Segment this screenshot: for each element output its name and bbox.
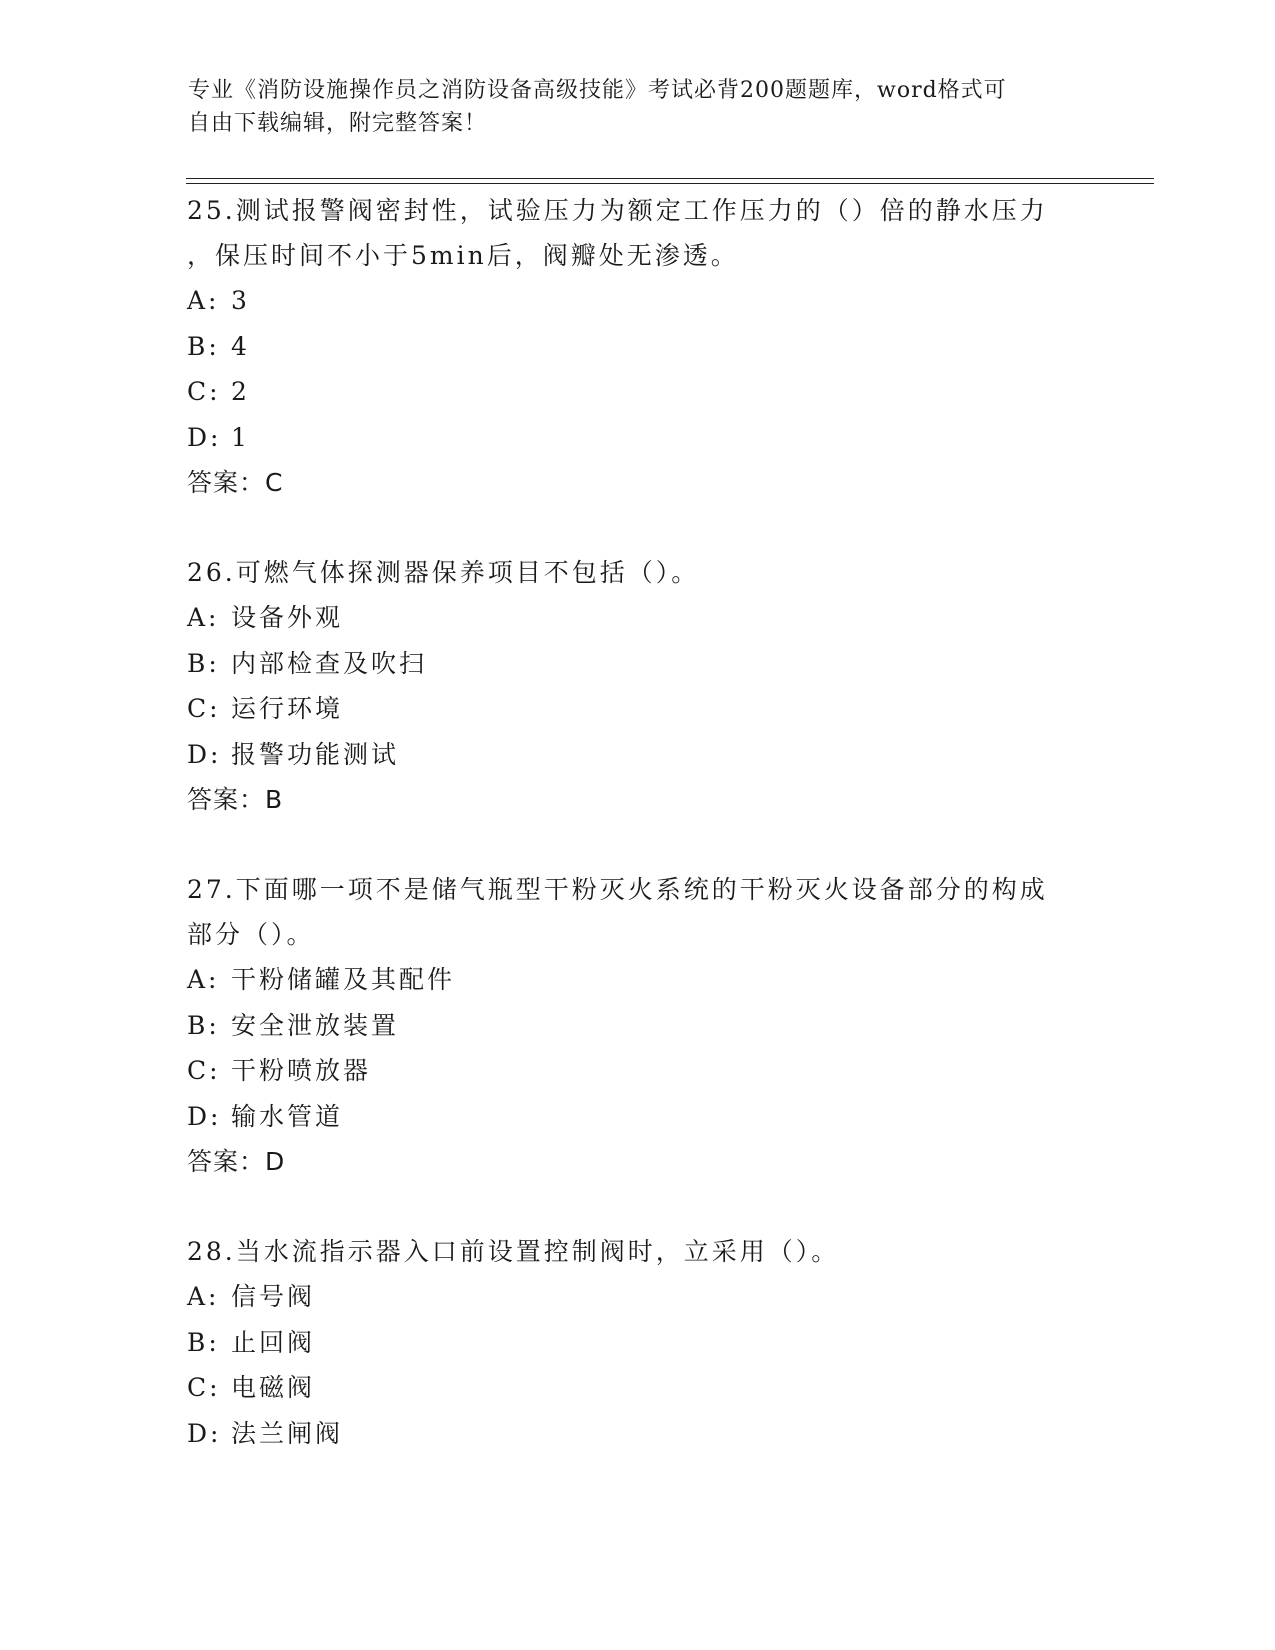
option-text: 4 — [231, 331, 250, 361]
option-b — [187, 1003, 1087, 1049]
option-letter: C: — [187, 1056, 221, 1085]
question-stem-line: 部分（）。 — [187, 920, 315, 949]
option-text: 设备外观 — [231, 603, 344, 632]
option-d — [187, 1094, 1087, 1140]
option-text: 报警功能测试 — [231, 739, 400, 769]
option-b — [187, 641, 1087, 687]
option-a — [187, 595, 1087, 641]
option-c — [187, 686, 1087, 732]
option-d — [187, 732, 1087, 778]
option-letter: C: — [187, 1373, 221, 1402]
document-header — [188, 74, 1068, 140]
option-a — [187, 278, 1087, 324]
question-26 — [187, 550, 1087, 822]
option-b — [187, 1320, 1087, 1366]
header-line-2: 自由下载编辑，附完整答案！ — [188, 111, 488, 136]
question-stem-line: 26.可燃气体探测器保养项目不包括（）。 — [187, 558, 700, 587]
question-28 — [187, 1229, 1087, 1456]
option-text: 干粉储罐及其配件 — [231, 965, 456, 994]
option-text: 安全泄放装置 — [231, 1010, 400, 1040]
option-a — [187, 957, 1087, 1003]
option-letter: C: — [187, 694, 221, 723]
option-c — [187, 1048, 1087, 1094]
question-stem-line: 27.下面哪一项不是储气瓶型干粉灭火系统的干粉灭火设备部分的构成 — [187, 875, 1048, 904]
option-letter: B: — [187, 648, 220, 678]
option-text: 止回阀 — [231, 1327, 316, 1357]
option-letter: B: — [187, 1327, 220, 1357]
option-letter: B: — [187, 1010, 220, 1040]
option-text: 法兰闸阀 — [231, 1418, 344, 1448]
answer-label: 答案：C — [187, 468, 284, 497]
answer-label: 答案：B — [187, 785, 284, 814]
option-letter: A: — [187, 965, 220, 994]
option-letter: B: — [187, 331, 220, 361]
option-d — [187, 1411, 1087, 1457]
question-27 — [187, 867, 1087, 1184]
option-letter: D: — [187, 1418, 222, 1448]
option-c — [187, 1365, 1087, 1411]
option-text: 2 — [231, 377, 250, 406]
option-letter: D: — [187, 739, 222, 769]
question-stem-line: ，保压时间不小于5min后，阀瓣处无渗透。 — [187, 241, 739, 270]
header-divider-top — [186, 178, 1154, 179]
header-divider-bottom — [186, 183, 1154, 184]
option-text: 内部检查及吹扫 — [231, 648, 428, 678]
option-letter: C: — [187, 377, 221, 406]
option-text: 干粉喷放器 — [231, 1056, 372, 1085]
option-text: 信号阀 — [231, 1282, 316, 1311]
option-text: 输水管道 — [231, 1101, 344, 1131]
option-d — [187, 415, 1087, 461]
option-text: 1 — [231, 422, 250, 452]
option-c — [187, 369, 1087, 415]
option-text: 运行环境 — [231, 694, 344, 723]
question-stem-line: 25.测试报警阀密封性，试验压力为额定工作压力的（）倍的静水压力 — [187, 196, 1048, 225]
option-letter: A: — [187, 603, 220, 632]
header-line-1: 专业《消防设施操作员之消防设备高级技能》考试必背200题题库，word格式可 — [188, 78, 1007, 103]
option-b — [187, 324, 1087, 370]
option-text: 电磁阀 — [231, 1373, 316, 1402]
option-letter: A: — [187, 1282, 220, 1311]
option-a — [187, 1274, 1087, 1320]
answer-label: 答案：D — [187, 1147, 286, 1176]
question-list — [187, 188, 1087, 1501]
question-stem-line: 28.当水流指示器入口前设置控制阀时，立采用（）。 — [187, 1237, 840, 1266]
option-letter: A: — [187, 286, 220, 315]
question-25 — [187, 188, 1087, 505]
option-letter: D: — [187, 1101, 222, 1131]
option-text: 3 — [231, 286, 250, 315]
option-letter: D: — [187, 422, 222, 452]
